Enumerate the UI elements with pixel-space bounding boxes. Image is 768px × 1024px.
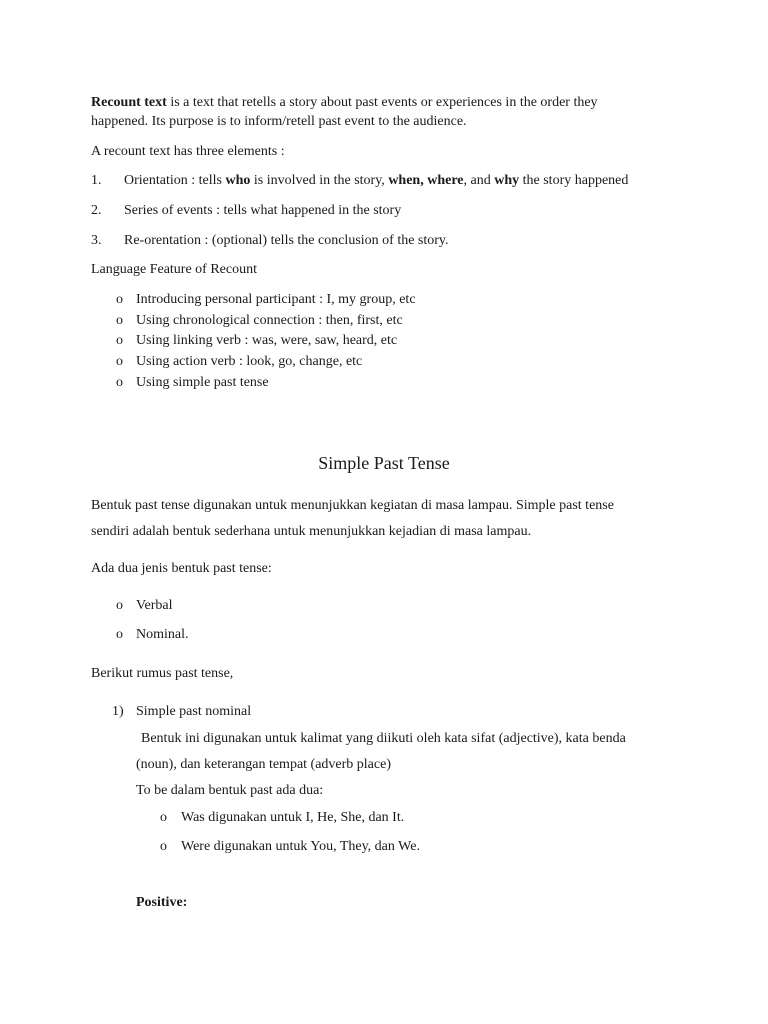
to-be-intro: To be dalam bentuk past ada dua: bbox=[136, 783, 324, 798]
nominal-title: Simple past nominal bbox=[136, 704, 252, 719]
past-tense-para-line-2: sendiri adalah bentuk sederhana untuk menunjukkan kejadian di masa lampau. bbox=[91, 524, 532, 539]
elements-intro: A recount text has three elements : bbox=[91, 144, 285, 159]
element-bold: why bbox=[494, 173, 520, 188]
intro-line-2: happened. Its purpose is to inform/retell past event to the audience. bbox=[91, 114, 467, 129]
type-item-nominal: Nominal. bbox=[136, 627, 189, 642]
intro-line-1-text: is a text that retells a story about past events or experiences in the order they bbox=[166, 95, 598, 110]
bullet-icon: o bbox=[116, 598, 123, 613]
bullet-icon: o bbox=[116, 627, 123, 642]
formula-intro: Berikut rumus past tense, bbox=[91, 666, 234, 681]
nominal-number: 1) bbox=[112, 704, 124, 719]
element-text: is involved in the story, bbox=[250, 173, 389, 188]
element-bold: who bbox=[225, 173, 251, 188]
element-number-3: 3. bbox=[91, 233, 102, 248]
positive-label-text: Positive: bbox=[136, 895, 188, 910]
element-text: Orientation : tells bbox=[124, 173, 226, 188]
feature-item: Using action verb : look, go, change, etc bbox=[136, 354, 363, 369]
to-be-were: Were digunakan untuk You, They, dan We. bbox=[181, 839, 420, 854]
bullet-icon: o bbox=[116, 313, 123, 328]
feature-item: Using simple past tense bbox=[136, 375, 269, 390]
recount-text-term: Recount text bbox=[91, 95, 167, 110]
section-title: Simple Past Tense bbox=[318, 453, 450, 473]
element-bold: when, where bbox=[388, 173, 464, 188]
bullet-icon: o bbox=[160, 839, 167, 854]
feature-item: Using chronological connection : then, first, etc bbox=[136, 313, 403, 328]
element-series-of-events: Series of events : tells what happened in the story bbox=[124, 203, 402, 218]
nominal-desc-line-2: (noun), dan keterangan tempat (adverb place) bbox=[136, 757, 391, 772]
bullet-icon: o bbox=[116, 333, 123, 348]
language-feature-title: Language Feature of Recount bbox=[91, 262, 257, 277]
element-text: the story happened bbox=[519, 173, 629, 188]
nominal-desc-line-1: Bentuk ini digunakan untuk kalimat yang diikuti oleh kata sifat (adjective), kata benda bbox=[141, 731, 626, 746]
to-be-was: Was digunakan untuk I, He, She, dan It. bbox=[181, 810, 405, 825]
element-number-1: 1. bbox=[91, 173, 102, 188]
bullet-icon: o bbox=[116, 375, 123, 390]
past-tense-para-line-1: Bentuk past tense digunakan untuk menunjukkan kegiatan di masa lampau. Simple past tense bbox=[91, 498, 614, 513]
bullet-icon: o bbox=[116, 292, 123, 307]
type-item-verbal: Verbal bbox=[136, 598, 173, 613]
bullet-icon: o bbox=[116, 354, 123, 369]
element-orientation bbox=[124, 172, 628, 190]
positive-label bbox=[136, 894, 187, 912]
feature-item: Using linking verb : was, were, saw, heard, etc bbox=[136, 333, 398, 348]
element-number-2: 2. bbox=[91, 203, 102, 218]
types-intro: Ada dua jenis bentuk past tense: bbox=[91, 561, 272, 576]
feature-item: Introducing personal participant : I, my group, etc bbox=[136, 292, 416, 307]
element-re-orientation: Re-orentation : (optional) tells the conclusion of the story. bbox=[124, 233, 449, 248]
intro-line-1 bbox=[91, 94, 598, 112]
element-text: , and bbox=[463, 173, 495, 188]
bullet-icon: o bbox=[160, 810, 167, 825]
